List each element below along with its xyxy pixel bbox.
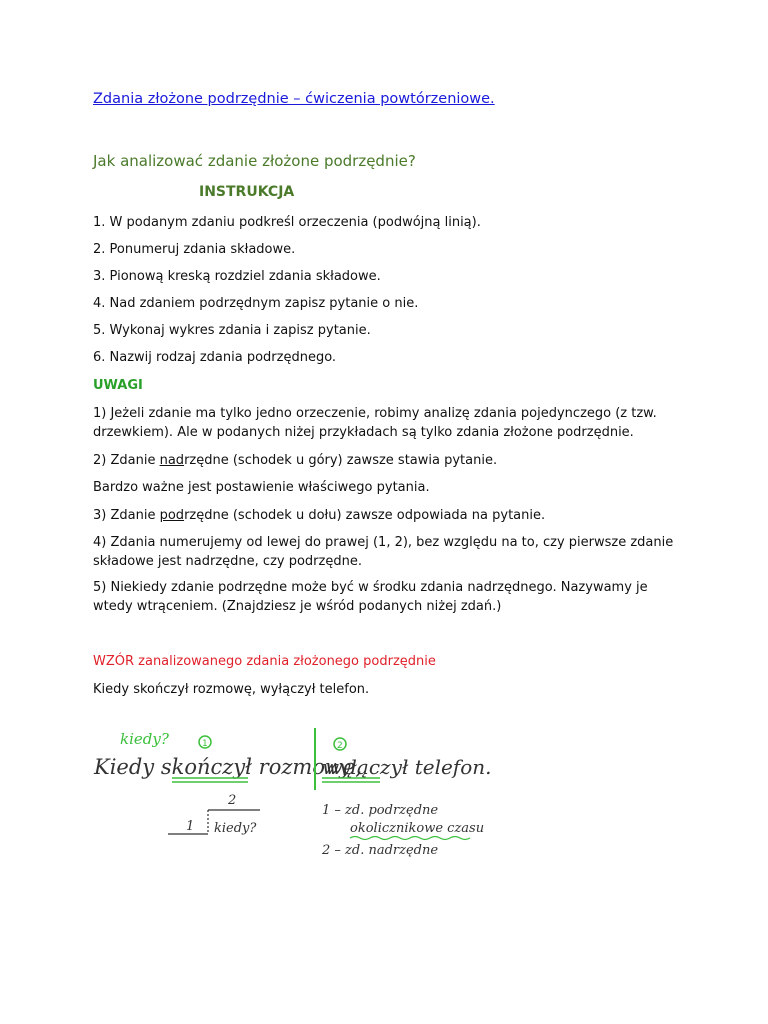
- document-title-link[interactable]: Zdania złożone podrzędnie – ćwiczenia powtórzeniowe.: [93, 91, 495, 107]
- hw-clause-2: wyłączył telefon.: [322, 755, 492, 779]
- remark-2b: Bardzo ważne jest postawienie właściwego pytania.: [93, 480, 430, 495]
- step-3: 3. Pionową kreską rozdziel zdania składowe.: [93, 269, 381, 284]
- handwritten-analysis: [90, 722, 520, 867]
- remark-5: 5) Niekiedy zdanie podrzędne może być w środku zdania nadrzędnego. Nazywamy je wtedy wtrąceniem. (Znajdziesz je wśród podanych niżej zdań.): [93, 580, 648, 614]
- step-6: 6. Nazwij rodzaj zdania podrzędnego.: [93, 350, 337, 365]
- hw-legend-2: 2 – zd. nadrzędne: [322, 843, 439, 858]
- step-1: 1. W podanym zdaniu podkreśl orzeczenia (podwójną linią).: [93, 215, 481, 230]
- remark-2-suffix: rzędne (schodek u góry) zawsze stawia pytanie.: [184, 453, 498, 468]
- hw-diagram-question: kiedy?: [214, 821, 257, 836]
- remark-4: 4) Zdania numerujemy od lewej do prawej (1, 2), bez względu na to, czy pierwsze zdanie składowe jest nadrzędne, czy podrzędne.: [93, 535, 674, 569]
- hw-legend-wavy-underline: [350, 837, 470, 840]
- remark-2-prefix: 2) Zdanie: [93, 453, 160, 468]
- remark-3-underlined: pod: [159, 508, 185, 523]
- example-sentence: Kiedy skończył rozmowę, wyłączył telefon.: [93, 682, 370, 697]
- hw-legend-1b: okolicznikowe czasu: [350, 821, 485, 836]
- hw-circle-1-num: 1: [202, 739, 208, 749]
- remark-1: 1) Jeżeli zdanie ma tylko jedno orzeczenie, robimy analizę zdania pojedynczego (z tzw. drzewkiem). Ale w podanych niżej przykładach są tylko zdania złożone podrzędnie.: [93, 406, 657, 440]
- hw-diagram-num-2: 2: [228, 793, 237, 808]
- remark-3: [93, 506, 545, 525]
- hw-clause-1: Kiedy skończył rozmowę,: [94, 755, 363, 779]
- remark-3-prefix: 3) Zdanie: [93, 508, 160, 523]
- hw-circle-2-num: 2: [337, 741, 343, 751]
- remark-2-underlined: nad: [159, 453, 185, 468]
- hw-legend-1: 1 – zd. podrzędne: [322, 803, 439, 818]
- hw-question: kiedy?: [120, 730, 169, 748]
- step-2: 2. Ponumeruj zdania składowe.: [93, 242, 296, 257]
- remark-2: [93, 451, 497, 470]
- example-heading: WZÓR zanalizowanego zdania złożonego podrzędnie: [93, 654, 436, 669]
- hw-diagram-num-1: 1: [186, 819, 195, 834]
- step-5: 5. Wykonaj wykres zdania i zapisz pytanie.: [93, 323, 371, 338]
- remark-3-suffix: rzędne (schodek u dołu) zawsze odpowiada na pytanie.: [184, 508, 546, 523]
- remarks-heading: UWAGI: [93, 378, 143, 393]
- section-heading: Jak analizować zdanie złożone podrzędnie?: [93, 152, 416, 170]
- instruction-heading: INSTRUKCJA: [199, 184, 295, 200]
- step-4: 4. Nad zdaniem podrzędnym zapisz pytanie o nie.: [93, 296, 419, 311]
